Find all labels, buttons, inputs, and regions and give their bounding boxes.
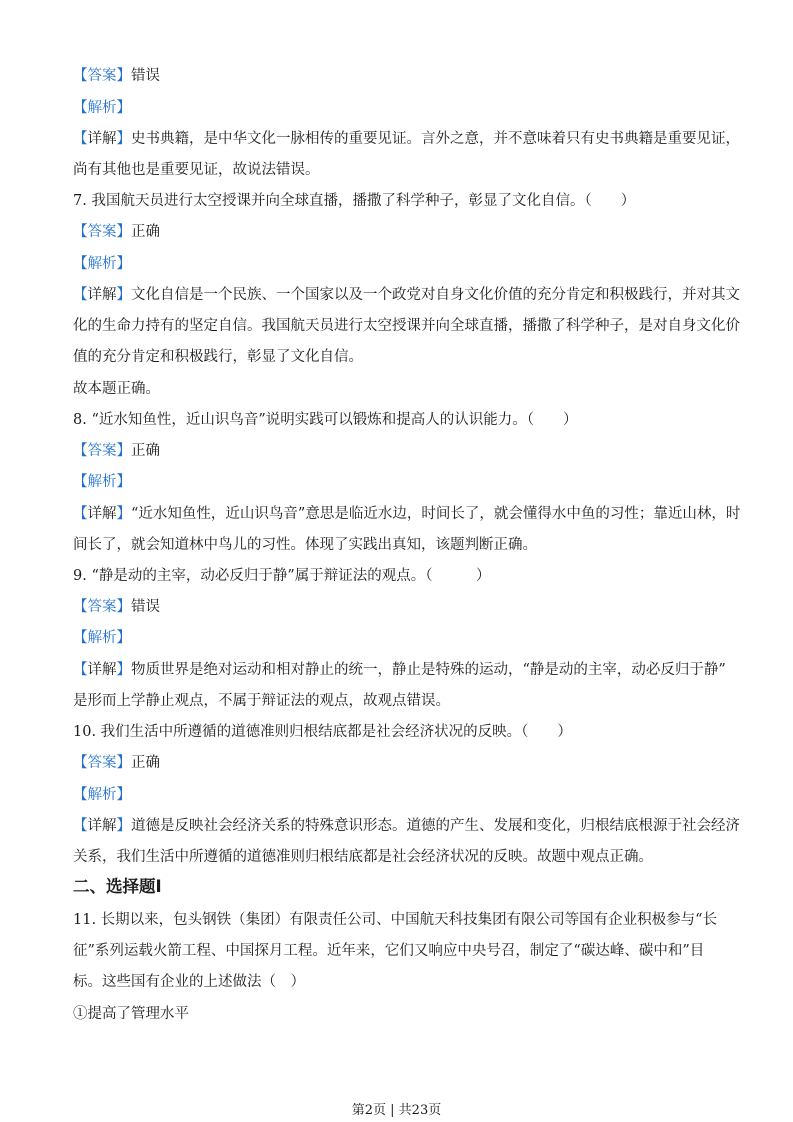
detail-text: 史书典籍，是中华文化一脉相传的重要见证。言外之意，并不意味着只有史书典籍是重要见证， <box>131 131 740 147</box>
analysis-line <box>73 472 720 492</box>
bracket-open: 【 <box>73 443 88 459</box>
text-line: 间长了，就会知道林中鸟儿的习性。体现了实践出真知，该题判断正确。 <box>73 537 537 553</box>
answer-line <box>73 753 720 773</box>
bracket-open: 【 <box>73 630 88 646</box>
bracket-open: 【 <box>73 662 88 678</box>
analysis-label: 解析 <box>87 474 117 490</box>
detail-text: 道德是反映社会经济关系的特殊意识形态。道德的产生、发展和变化，归根结底根源于社会经济 <box>131 818 740 834</box>
detail-label: 详解 <box>87 818 117 834</box>
analysis-label: 解析 <box>87 256 117 272</box>
answer-line <box>73 597 720 617</box>
analysis-line <box>73 628 720 648</box>
analysis-label: 解析 <box>87 787 117 803</box>
text-line: 10. 我们生活中所遵循的道德准则归根结底都是社会经济状况的反映。（ ） <box>73 724 572 740</box>
detail-line <box>73 504 741 524</box>
detail-line <box>73 285 740 305</box>
analysis-label: 解析 <box>87 100 117 116</box>
detail-line <box>73 129 740 149</box>
answer-label: 答案 <box>87 755 117 771</box>
text-line: 尚有其他也是重要见证，故说法错误。 <box>73 162 320 178</box>
detail-line <box>73 816 740 836</box>
bracket-close: 】 <box>116 474 131 490</box>
bracket-open: 【 <box>73 755 88 771</box>
text-line: 征”系列运载火箭工程、中国探月工程。近年来，它们又响应中央号召，制定了“碳达峰、碳中和”目 <box>73 943 705 959</box>
bracket-open: 【 <box>73 256 88 272</box>
bracket-close: 】 <box>116 755 131 771</box>
answer-label: 答案 <box>87 443 117 459</box>
bracket-close: 】 <box>116 224 131 240</box>
detail-text: 文化自信是一个民族、一个国家以及一个政党对自身文化价值的充分肯定和积极践行，并对其文 <box>131 287 740 303</box>
text-line: 标。这些国有企业的上述做法（ ） <box>73 974 305 990</box>
bracket-open: 【 <box>73 131 88 147</box>
detail-text: 物质世界是绝对运动和相对静止的统一，静止是特殊的运动，“静是动的主宰，动必反归于静” <box>131 662 726 678</box>
answer-line <box>73 222 720 242</box>
analysis-line <box>73 98 720 118</box>
bracket-open: 【 <box>73 787 88 803</box>
bracket-close: 】 <box>116 506 131 522</box>
detail-text: “近水知鱼性，近山识鸟音”意思是临近水边，时间长了，就会懂得水中鱼的习性；靠近山林，时 <box>131 506 741 522</box>
detail-label: 详解 <box>87 287 117 303</box>
bracket-open: 【 <box>73 818 88 834</box>
bracket-close: 】 <box>116 443 131 459</box>
bracket-close: 】 <box>116 599 131 615</box>
text-line: 11. 长期以来，包头钢铁（集团）有限责任公司、中国航天科技集团有限公司等国有企业积极参与“长 <box>73 912 718 928</box>
section-heading: 二、选择题Ⅰ <box>73 877 162 896</box>
text-line: 8. “近水知鱼性，近山识鸟音”说明实践可以锻炼和提高人的认识能力。（ ） <box>73 412 578 428</box>
answer-text: 正确 <box>131 224 160 240</box>
bracket-open: 【 <box>73 287 88 303</box>
text-line: 是形而上学静止观点，不属于辩证法的观点，故观点错误。 <box>73 693 450 709</box>
answer-text: 错误 <box>131 599 160 615</box>
detail-label: 详解 <box>87 662 117 678</box>
bracket-open: 【 <box>73 224 88 240</box>
detail-line <box>73 660 726 680</box>
text-line: 故本题正确。 <box>73 381 160 397</box>
answer-text: 正确 <box>131 443 160 459</box>
analysis-label: 解析 <box>87 630 117 646</box>
bracket-close: 】 <box>116 131 131 147</box>
answer-label: 答案 <box>87 599 117 615</box>
text-line: 9. “静是动的主宰，动必反归于静”属于辩证法的观点。（ ） <box>73 568 491 584</box>
detail-label: 详解 <box>87 506 117 522</box>
bracket-close: 】 <box>116 662 131 678</box>
bracket-close: 】 <box>116 818 131 834</box>
bracket-close: 】 <box>116 256 131 272</box>
answer-line <box>73 441 720 461</box>
bracket-close: 】 <box>116 68 131 84</box>
bracket-close: 】 <box>116 287 131 303</box>
page-footer: 第2页 | 共23页 <box>351 1103 442 1118</box>
text-line: 7. 我国航天员进行太空授课并向全球直播，播撒了科学种子，彰显了文化自信。（ ） <box>73 193 636 209</box>
answer-text: 正确 <box>131 755 160 771</box>
bracket-open: 【 <box>73 599 88 615</box>
text-line: 化的生命力持有的坚定自信。我国航天员进行太空授课并向全球直播，播撒了科学种子，是对自身文化价 <box>73 318 740 334</box>
analysis-line <box>73 254 720 274</box>
text-line: ①提高了管理水平 <box>73 1006 189 1022</box>
bracket-open: 【 <box>73 100 88 116</box>
bracket-close: 】 <box>116 787 131 803</box>
answer-label: 答案 <box>87 224 117 240</box>
bracket-close: 】 <box>116 630 131 646</box>
analysis-line <box>73 785 720 805</box>
detail-label: 详解 <box>87 131 117 147</box>
answer-text: 错误 <box>131 68 160 84</box>
bracket-open: 【 <box>73 506 88 522</box>
text-line: 关系，我们生活中所遵循的道德准则归根结底都是社会经济状况的反映。故题中观点正确。 <box>73 849 653 865</box>
bracket-close: 】 <box>116 100 131 116</box>
bracket-open: 【 <box>73 474 88 490</box>
bracket-open: 【 <box>73 68 88 84</box>
text-line: 值的充分肯定和积极践行，彰显了文化自信。 <box>73 349 363 365</box>
answer-line <box>73 66 720 86</box>
answer-label: 答案 <box>87 68 117 84</box>
